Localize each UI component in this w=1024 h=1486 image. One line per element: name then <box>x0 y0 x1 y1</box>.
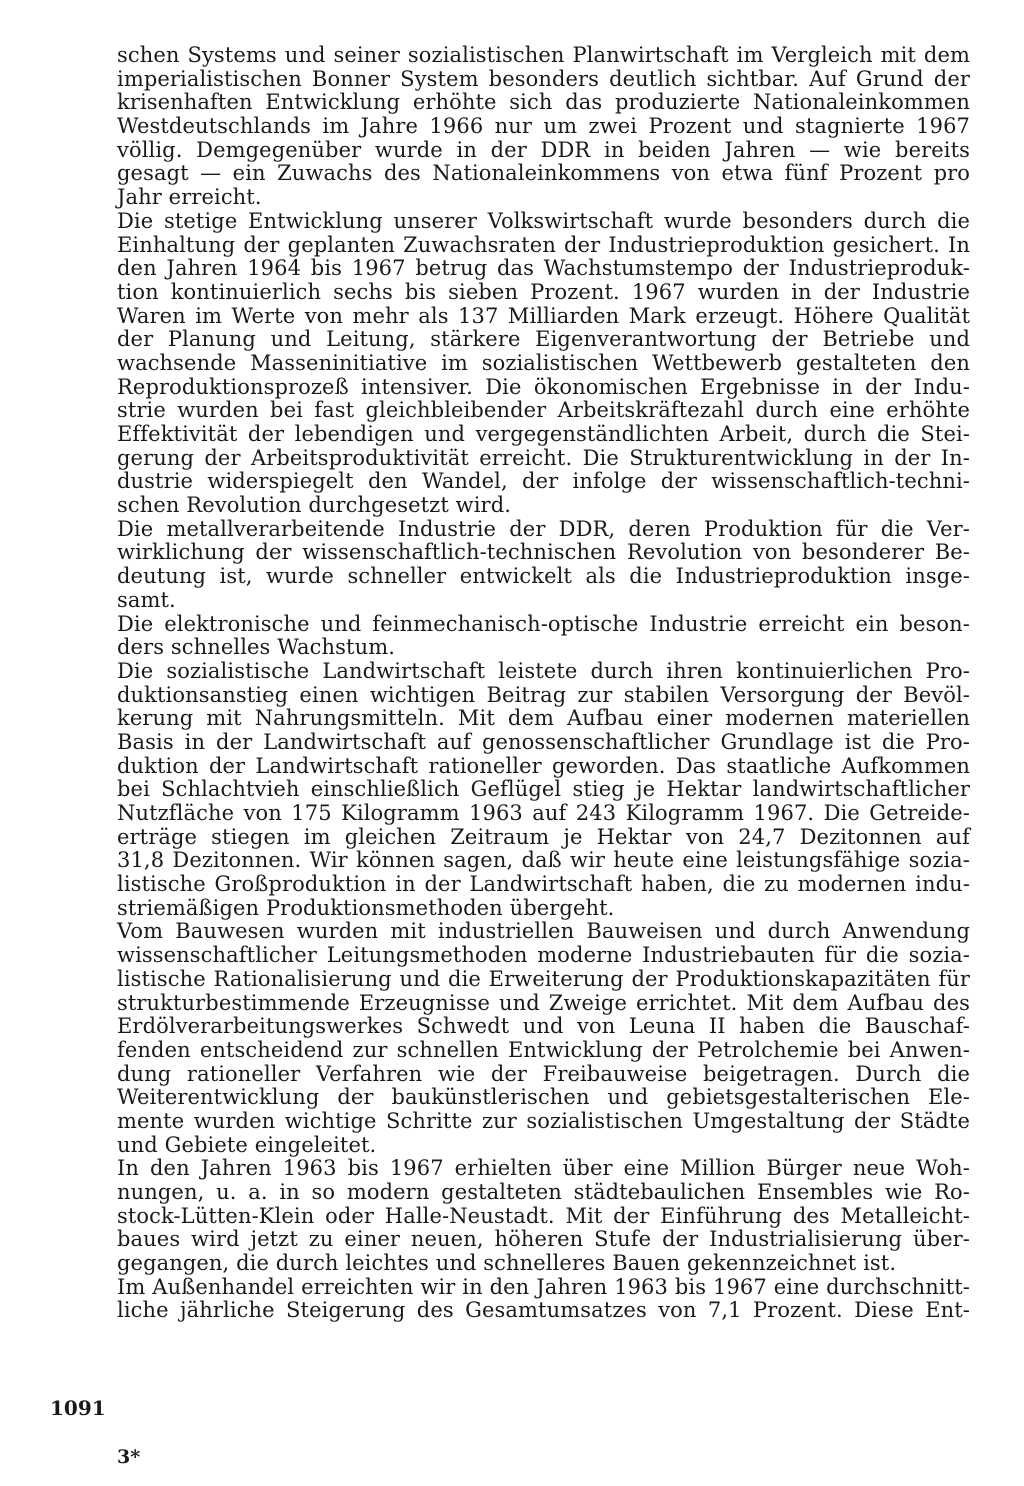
text-line: schen Systems und seiner sozialistischen Planwirtschaft im Vergleich mit dem <box>117 43 970 67</box>
margin-page-number: 1091 <box>50 1396 106 1420</box>
text-line: wissenschaftlicher Leitungsmethoden moderne Industriebauten für die sozia- <box>117 943 970 968</box>
text-line: duktion der Landwirtschaft rationeller geworden. Das staatliche Aufkommen <box>117 753 970 778</box>
text-line: imperialistischen Bonner System besonders deutlich sichtbar. Auf Grund der <box>117 66 970 91</box>
text-line: ders schnelles Wachstum. <box>117 635 395 660</box>
text-line: wirklichung der wissenschaftlich-technischen Revolution von besonderer Be- <box>117 540 970 565</box>
text-line: liche jährliche Steigerung des Gesamtumsatzes von 7,1 Prozent. Diese Ent- <box>117 1298 970 1323</box>
text-line: Die elektronische und feinmechanisch-optische Industrie erreicht ein beson- <box>117 611 970 636</box>
text-line: Im Außenhandel erreichten wir in den Jahren 1963 bis 1967 eine durchschnitt- <box>117 1274 970 1299</box>
text-line: dustrie widerspiegelt den Wandel, der infolge der wissenschaftlich-techni- <box>117 469 970 494</box>
text-line: gesagt — ein Zuwachs des Nationaleinkommens von etwa fünf Prozent pro <box>117 161 970 186</box>
text-line: In den Jahren 1963 bis 1967 erhielten über eine Million Bürger neue Woh- <box>117 1156 970 1181</box>
text-line: baues wird jetzt zu einer neuen, höheren Stufe der Industrialisierung über- <box>117 1227 970 1252</box>
text-line: bei Schlachtvieh einschließlich Geflügel stieg je Hektar landwirtschaftlicher <box>117 777 970 802</box>
text-line: Die metallverarbeitende Industrie der DDR, deren Produktion für die Ver- <box>117 516 970 541</box>
text-line: stock-Lütten-Klein oder Halle-Neustadt. Mit der Einführung des Metalleicht- <box>117 1203 970 1228</box>
text-line: und Gebiete eingeleitet. <box>117 1132 377 1157</box>
text-line: samt. <box>117 587 176 612</box>
text-line: dung rationeller Verfahren wie der Freibauweise beigetragen. Durch die <box>117 1061 970 1086</box>
text-line: der Planung und Leitung, stärkere Eigenverantwortung der Betriebe und <box>117 327 970 352</box>
text-line: mente wurden wichtige Schritte zur sozialistischen Umgestaltung der Städte <box>117 1108 970 1133</box>
text-line: striemäßigen Produktionsmethoden übergeht. <box>117 895 615 920</box>
text-line: Die stetige Entwicklung unserer Volkswirtschaft wurde besonders durch die <box>117 208 970 233</box>
text-line: erträge stiegen im gleichen Zeitraum je Hektar von 24,7 Dezitonnen auf <box>117 824 970 849</box>
text-line: Basis in der Landwirtschaft auf genossenschaftlicher Grundlage ist die Pro- <box>117 729 970 754</box>
text-line: deutung ist, wurde schneller entwickelt als die Industrieproduktion insge- <box>117 564 970 589</box>
text-line: strie wurden bei fast gleichbleibender Arbeitskräftezahl durch eine erhöhte <box>117 398 970 423</box>
text-line: tion kontinuierlich sechs bis sieben Prozent. 1967 wurden in der Industrie <box>117 279 970 304</box>
text-line: kerung mit Nahrungsmitteln. Mit dem Aufbau einer modernen materiellen <box>117 706 970 731</box>
text-line: Einhaltung der geplanten Zuwachsraten der Industrieproduktion gesichert. In <box>117 232 970 257</box>
text-line: listische Großproduktion in der Landwirtschaft haben, die zu modernen indu- <box>117 872 970 897</box>
text-line: Die sozialistische Landwirtschaft leistete durch ihren kontinuierlichen Pro- <box>117 658 970 683</box>
text-line: strukturbestimmende Erzeugnisse und Zweige errichtet. Mit dem Aufbau des <box>117 990 970 1015</box>
text-line: Weiterentwicklung der baukünstlerischen und gebietsgestalterischen Ele- <box>117 1085 970 1110</box>
text-line: Jahr erreicht. <box>117 185 262 210</box>
text-line: Waren im Werte von mehr als 137 Milliarden Mark erzeugt. Höhere Qualität <box>117 303 970 328</box>
text-line: Westdeutschlands im Jahre 1966 nur um zwei Prozent und stagnierte 1967 <box>117 114 970 139</box>
text-line: schen Revolution durchgesetzt wird. <box>117 493 512 518</box>
text-line: Nutzfläche von 175 Kilogramm 1963 auf 243 Kilogramm 1967. Die Getreide- <box>117 801 970 825</box>
text-line: gerung der Arbeitsproduktivität erreicht. Die Strukturentwicklung in der In- <box>117 445 970 470</box>
signature-mark: 3* <box>117 1446 141 1468</box>
text-line: fenden entscheidend zur schnellen Entwicklung der Petrolchemie bei Anwen- <box>117 1037 970 1062</box>
text-line: listische Rationalisierung und die Erweiterung der Produktionskapazitäten für <box>117 966 970 991</box>
text-line: gegangen, die durch leichtes und schnelleres Bauen gekennzeichnet ist. <box>117 1251 897 1276</box>
text-line: völlig. Demgegenüber wurde in der DDR in beiden Jahren — wie bereits <box>117 137 970 162</box>
text-line: Vom Bauwesen wurden mit industriellen Bauweisen und durch Anwendung <box>117 919 970 944</box>
text-line: krisenhaften Entwicklung erhöhte sich das produzierte Nationaleinkommen <box>117 90 970 115</box>
body-text <box>117 44 970 1323</box>
text-line: den Jahren 1964 bis 1967 betrug das Wachstumstempo der Industrieproduk- <box>117 256 970 281</box>
text-line: wachsende Masseninitiative im sozialistischen Wettbewerb gestalteten den <box>117 350 970 375</box>
text-line: nungen, u. a. in so modern gestalteten städtebaulichen Ensembles wie Ro- <box>117 1180 970 1204</box>
text-line: Effektivität der lebendigen und vergegenständlichten Arbeit, durch die Stei- <box>117 422 970 446</box>
text-line: 31,8 Dezitonnen. Wir können sagen, daß wir heute eine leistungsfähige sozia- <box>117 848 970 873</box>
text-line: duktionsanstieg einen wichtigen Beitrag zur stabilen Versorgung der Bevöl- <box>117 682 970 707</box>
text-line: Erdölverarbeitungswerkes Schwedt und von Leuna II haben die Bauschaf- <box>117 1014 970 1039</box>
text-line: Reproduktionsprozeß intensiver. Die ökonomischen Ergebnisse in der Indu- <box>117 374 970 399</box>
